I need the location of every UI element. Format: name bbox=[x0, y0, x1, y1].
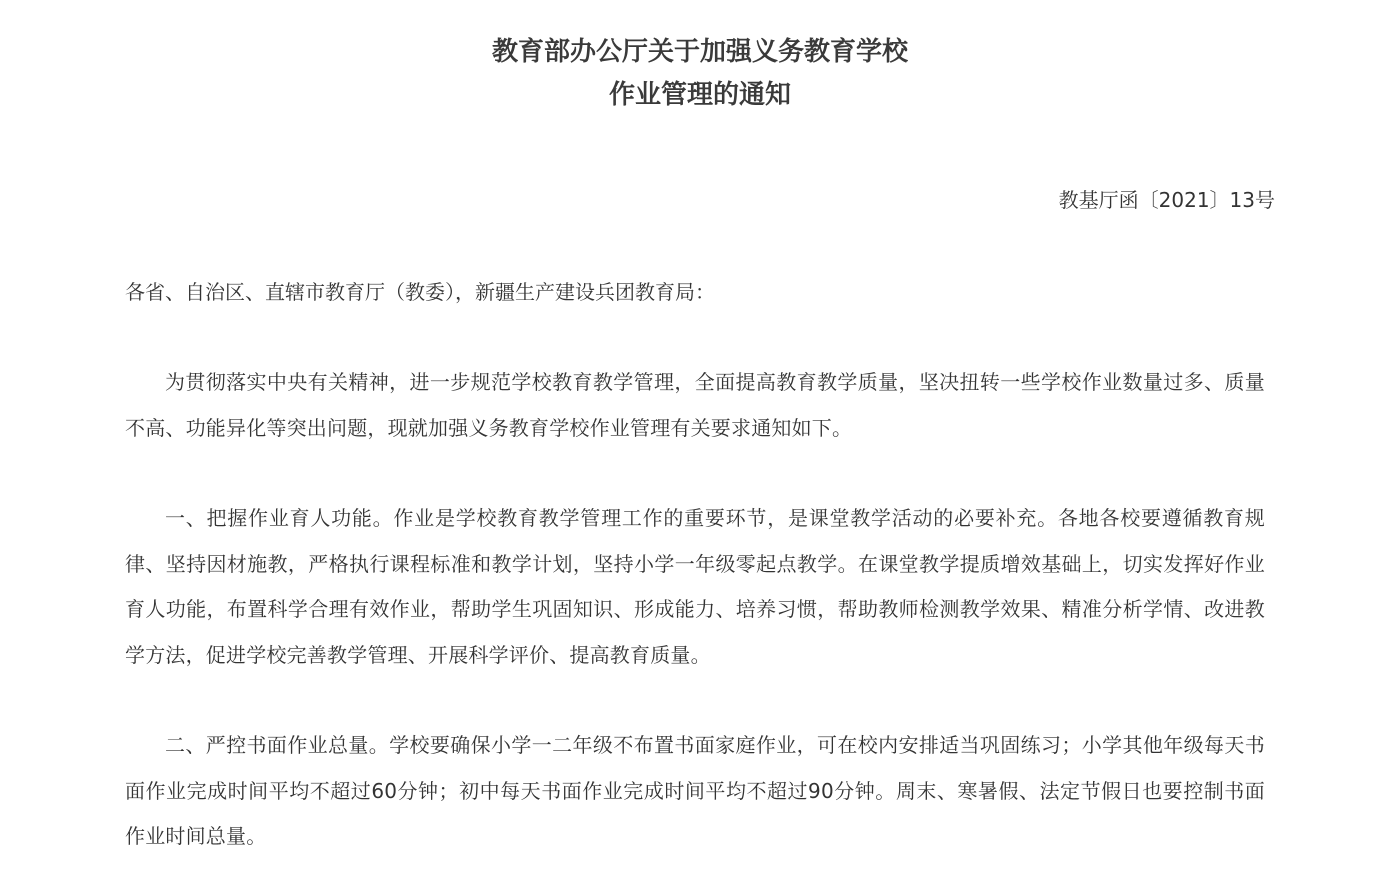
salutation: 各省、自治区、直辖市教育厅（教委），新疆生产建设兵团教育局： bbox=[125, 280, 715, 304]
paragraph-intro: 为贯彻落实中央有关精神，进一步规范学校教育教学管理，全面提高教育教学质量，坚决扭转一些学校作业数量过多、质量不高、功能异化等突出问题，现就加强义务教育学校作业管理有关要求通知如下。 bbox=[125, 370, 1265, 440]
document-number: 教基厅函〔2021〕13号 bbox=[1058, 188, 1275, 212]
document-title-line-2: 作业管理的通知 bbox=[608, 80, 791, 110]
document-title-line-1: 教育部办公厅关于加强义务教育学校 bbox=[491, 37, 908, 67]
paragraph-section-2: 二、严控书面作业总量。学校要确保小学一二年级不布置书面家庭作业，可在校内安排适当巩固练习；小学其他年级每天书面作业完成时间平均不超过60分钟；初中每天书面作业完成时间平均不超过90分钟。周末、寒暑假、法定节假日也要控制书面作业时间总量。 bbox=[125, 733, 1265, 848]
paragraph-section-1: 一、把握作业育人功能。作业是学校教育教学管理工作的重要环节，是课堂教学活动的必要补充。各地各校要遵循教育规律、坚持因材施教，严格执行课程标准和教学计划，坚持小学一年级零起点教学。在课堂教学提质增效基础上，切实发挥好作业育人功能，布置科学合理有效作业，帮助学生巩固知识、形成能力、培养习惯，帮助教师检测教学效果、精准分析学情、改进教学方法，促进学校完善教学管理、开展科学评价、提高教育质量。 bbox=[125, 506, 1265, 667]
